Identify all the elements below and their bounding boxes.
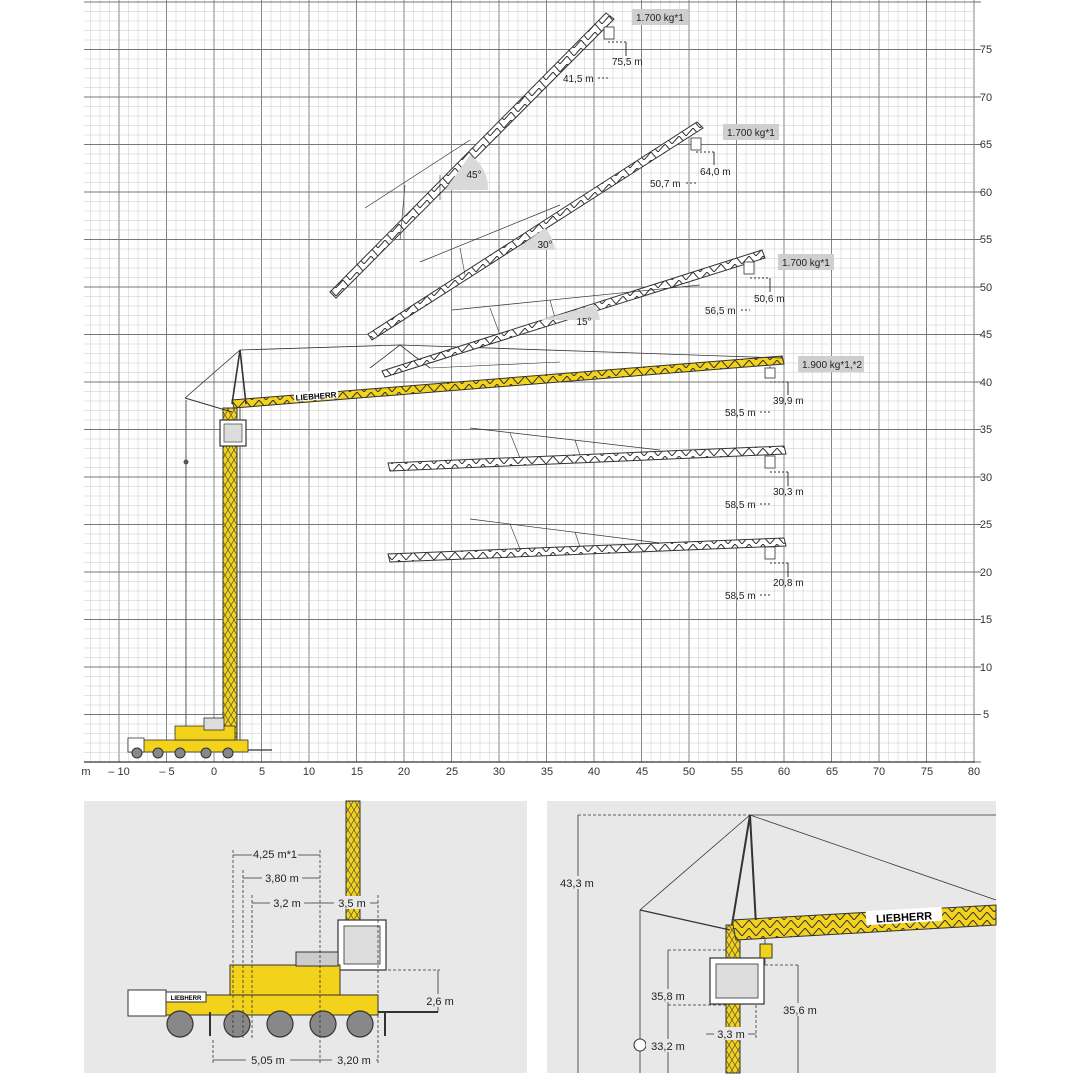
hook-height-label: 20,8 m <box>773 578 804 589</box>
x-tick: 10 <box>302 766 316 778</box>
y-tick: 75 <box>979 44 993 56</box>
hook-height-label: 64,0 m <box>700 167 731 178</box>
y-tick: 20 <box>979 567 993 579</box>
x-tick: 0 <box>210 766 218 778</box>
x-tick: m <box>81 766 91 778</box>
truck-brand: LIEBHERR <box>170 996 202 1002</box>
dim-label: 3,3 m <box>717 1029 745 1041</box>
hook-height-label: 39,9 m <box>773 396 804 407</box>
boom-brand: LIEBHERR <box>295 390 337 403</box>
hook-height-label: 75,5 m <box>612 57 643 68</box>
y-tick: 40 <box>979 377 993 389</box>
y-axis-labels <box>980 44 992 721</box>
dim-label: 3,5 m <box>338 898 366 910</box>
x-tick: 50 <box>682 766 696 778</box>
x-tick: 80 <box>967 766 981 778</box>
radius-label: 58,5 m <box>725 500 756 511</box>
x-tick: 35 <box>540 766 554 778</box>
boom-0deg-mid <box>388 428 786 471</box>
radius-label: 58,5 m <box>725 591 756 602</box>
x-tick: 30 <box>492 766 506 778</box>
dim-label: 35,8 m <box>651 991 685 1003</box>
y-tick: 60 <box>979 187 993 199</box>
hook-height-label: 50,6 m <box>754 294 785 305</box>
main-chart <box>81 0 992 778</box>
x-tick: 55 <box>730 766 744 778</box>
y-tick: 35 <box>979 424 993 436</box>
dim-label: 3,80 m <box>265 873 299 885</box>
load-label: 1.700 kg*1 <box>727 128 775 139</box>
y-tick: 10 <box>979 662 993 674</box>
crane-mast <box>220 408 246 748</box>
x-tick: 5 <box>258 766 266 778</box>
y-tick: 65 <box>979 139 993 151</box>
x-tick: 60 <box>777 766 791 778</box>
detail-truck-dimensions <box>84 801 527 1073</box>
x-tick: 45 <box>635 766 649 778</box>
dim-label: 35,6 m <box>783 1005 817 1017</box>
dim-label: 33,2 m <box>651 1041 685 1053</box>
x-tick: 65 <box>825 766 839 778</box>
dim-label: 3,2 m <box>273 898 301 910</box>
y-tick: 15 <box>979 614 993 626</box>
dim-label: 5,05 m <box>251 1055 285 1067</box>
x-tick: 70 <box>872 766 886 778</box>
dim-label: 4,25 m*1 <box>252 849 298 861</box>
detail-mast-top-dimensions <box>547 801 996 1073</box>
boom-brand: LIEBHERR <box>875 910 933 926</box>
x-axis-labels <box>81 766 980 778</box>
dim-label: 2,6 m <box>426 996 454 1008</box>
y-tick: 5 <box>982 709 990 721</box>
y-tick: 55 <box>979 234 993 246</box>
angle-label: 15° <box>576 317 592 328</box>
y-tick: 50 <box>979 282 993 294</box>
angle-label: 30° <box>537 240 553 251</box>
radius-label: 50,7 m <box>650 179 681 190</box>
boom-30deg <box>368 122 703 340</box>
dim-label: 3,20 m <box>337 1055 371 1067</box>
x-tick: 75 <box>920 766 934 778</box>
load-label: 1.900 kg*1,*2 <box>802 360 863 371</box>
x-tick: 40 <box>587 766 601 778</box>
radius-label: 41,5 m <box>563 74 594 85</box>
y-tick: 25 <box>979 519 993 531</box>
y-tick: 70 <box>979 92 993 104</box>
boom-45deg <box>330 13 614 298</box>
dim-label: 43,3 m <box>560 878 594 890</box>
x-tick: – 10 <box>108 766 130 778</box>
x-tick: 20 <box>397 766 411 778</box>
x-tick: – 5 <box>159 766 175 778</box>
angle-label: 45° <box>466 170 482 181</box>
hook-height-label: 30,3 m <box>773 487 804 498</box>
load-label: 1.700 kg*1 <box>636 13 684 24</box>
boom-0deg-low <box>388 519 786 562</box>
y-tick: 30 <box>979 472 993 484</box>
x-tick: 15 <box>350 766 364 778</box>
x-tick: 25 <box>445 766 459 778</box>
radius-label: 56,5 m <box>705 306 736 317</box>
y-tick: 45 <box>979 329 993 341</box>
load-label: 1.700 kg*1 <box>782 258 830 269</box>
radius-label: 58,5 m <box>725 408 756 419</box>
